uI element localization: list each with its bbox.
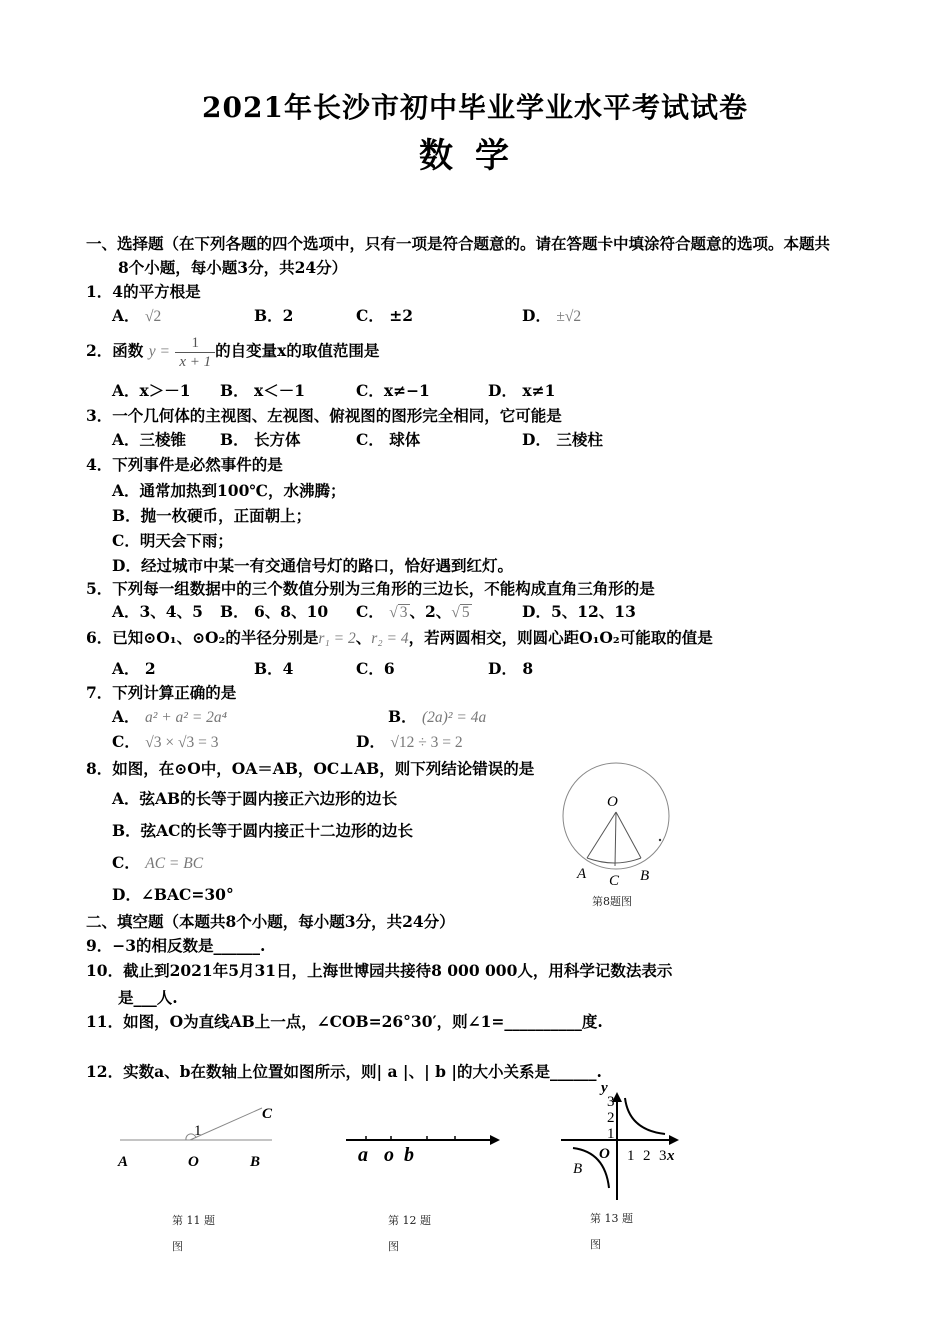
fig13-tick-y1: 1 xyxy=(607,1126,615,1142)
q8-option-a: A．弦AB的长等于圆内接正六边形的边长 xyxy=(112,789,398,808)
fig11-label-1: 1 xyxy=(194,1123,202,1139)
q6-stem: 6．已知⊙O₁、⊙O₂的半径分别是r₁ = 2、r₂ = 4，若两圆相交，则圆心距O₁O₂可能取的值是 xyxy=(86,628,713,647)
fig11-label-b: B xyxy=(250,1154,261,1170)
fig11-angle-diagram xyxy=(110,1100,290,1180)
q1-option-d: D． ±√2 xyxy=(522,306,582,325)
q8-stem: 8．如图，在⊙O中，OA＝AB，OC⊥AB，则下列结论错误的是 xyxy=(86,759,535,778)
q4-option-d: D．经过城市中某一有交通信号灯的路口，恰好遇到红灯。 xyxy=(112,556,513,575)
q8-option-d: D．∠BAC=30° xyxy=(112,885,234,904)
q2-stem: 2．函数 y = $\frac{1}{x + 1}$ 的自变量x的取值范围是 xyxy=(86,334,380,370)
q7-stem: 7．下列计算正确的是 xyxy=(86,683,237,702)
fig13-tick-x2: 2 xyxy=(643,1148,651,1164)
fig12-caption-2: 图 xyxy=(388,1240,399,1253)
fig11-caption: 第 11 题 xyxy=(172,1214,215,1227)
q7-option-c: C． √3 × √3 = 3 xyxy=(112,732,219,751)
fig12-caption: 第 12 题 xyxy=(388,1214,431,1227)
fig12-label-b: b xyxy=(404,1144,414,1166)
q5-option-d: D．5、12、13 xyxy=(522,602,636,621)
subject-title: 数学 xyxy=(419,136,531,176)
fig8-circle-diagram xyxy=(555,760,685,890)
q6-option-c: C．6 xyxy=(356,659,395,678)
fig8-label-a: A xyxy=(577,866,587,882)
fig13-label-b: B xyxy=(573,1161,583,1177)
fig11-caption-2: 图 xyxy=(172,1240,183,1253)
fig12-label-o: o xyxy=(384,1144,394,1166)
fig13-tick-y2: 2 xyxy=(607,1110,615,1126)
q12-stem: 12．实数a、b在数轴上位置如图所示，则| a |、| b |的大小关系是______. xyxy=(86,1062,602,1081)
fig8-caption: 第8题图 xyxy=(592,895,632,908)
q3-option-a: A．三棱锥 xyxy=(112,430,187,449)
q7-option-d: D． √12 ÷ 3 = 2 xyxy=(356,732,463,751)
fig13-tick-x1: 1 xyxy=(627,1148,635,1164)
q7-option-b: B． (2a)² = 4a xyxy=(388,707,487,726)
q3-option-d: D． 三棱柱 xyxy=(522,430,603,449)
section1-heading: 一、选择题（在下列各题的四个选项中，只有一项是符合题意的。请在答题卡中填涂符合题意的选项。本题共 xyxy=(86,234,831,253)
fig8-label-b: B xyxy=(640,868,650,884)
section2-heading: 二、填空题（本题共8个小题，每小题3分，共24分） xyxy=(86,912,455,931)
q7-option-a: A． a² + a² = 2a⁴ xyxy=(112,707,228,726)
q4-option-c: C．明天会下雨； xyxy=(112,531,233,550)
q1-stem: 1．4的平方根是 xyxy=(86,282,201,301)
fig8-label-c: C xyxy=(609,873,620,889)
q4-option-a: A．通常加热到100℃，水沸腾； xyxy=(112,481,346,500)
q2-fraction: $\frac{1}{x + 1}$ xyxy=(175,334,215,371)
fig13-caption: 第 13 题 xyxy=(590,1212,633,1225)
fig11-label-c: C xyxy=(262,1106,273,1122)
fig13-tick-y3: 3 xyxy=(607,1094,615,1110)
fig13-label-o: O xyxy=(599,1146,610,1162)
fig12-number-line xyxy=(340,1125,510,1175)
fig13-label-y: y xyxy=(601,1080,608,1096)
q3-option-b: B． 长方体 xyxy=(220,430,301,449)
q2-option-c: C．x≠−1 xyxy=(356,381,430,400)
fig12-label-a: a xyxy=(358,1144,368,1166)
q3-stem: 3．一个几何体的主视图、左视图、俯视图的图形完全相同，它可能是 xyxy=(86,406,562,425)
q6-option-a: A． 2 xyxy=(112,659,156,678)
q2-option-d: D． x≠1 xyxy=(488,381,556,400)
fig13-label-x: x xyxy=(667,1148,675,1164)
section1-heading-cont: 8个小题，每小题3分，共24分） xyxy=(118,258,348,277)
q6-option-b: B．4 xyxy=(254,659,294,678)
q4-stem: 4．下列事件是必然事件的是 xyxy=(86,455,283,474)
q2-option-b: B． x＜－1 xyxy=(220,381,306,400)
q11-stem: 11．如图，O为直线AB上一点，∠COB=26°30′，则∠1=__________度. xyxy=(86,1012,603,1031)
fig8-label-o: O xyxy=(607,794,618,810)
q10-stem: 10．截止到2021年5月31日，上海世博园共接待8 000 000人，用科学记数法表示 xyxy=(86,961,673,980)
q8-option-b: B．弦AC的长等于圆内接正十二边形的边长 xyxy=(112,821,413,840)
fig11-label-o: O xyxy=(188,1154,199,1170)
q1-option-b: B．2 xyxy=(254,306,294,325)
q9-stem: 9．−3的相反数是______. xyxy=(86,936,266,955)
q5-stem: 5．下列每一组数据中的三个数值分别为三角形的三边长，不能构成直角三角形的是 xyxy=(86,579,655,598)
q5-option-b: B． 6、8、10 xyxy=(220,602,329,621)
q5-option-a: A．3、4、5 xyxy=(112,602,203,621)
q10-stem-cont: 是___人. xyxy=(118,988,178,1007)
fig13-hyperbola-graph xyxy=(555,1078,695,1208)
q3-option-c: C． 球体 xyxy=(356,430,421,449)
q1-option-c: C． ±2 xyxy=(356,306,414,325)
fig11-label-a: A xyxy=(118,1154,129,1170)
fig13-caption-2: 图 xyxy=(590,1238,601,1251)
q5-option-c: C． √ 3 、2、√ 5 xyxy=(356,602,470,621)
exam-title: 2021年长沙市初中毕业学业水平考试试卷 xyxy=(202,91,748,124)
fig13-tick-x3: 3 xyxy=(659,1148,667,1164)
q6-option-d: D． 8 xyxy=(488,659,534,678)
q8-option-c: C． AC = BC xyxy=(112,853,204,872)
q1-option-a: A． √2 xyxy=(112,306,162,325)
q4-option-b: B．抛一枚硬币，正面朝上； xyxy=(112,506,312,525)
q2-option-a: A．x＞－1 xyxy=(112,381,191,400)
